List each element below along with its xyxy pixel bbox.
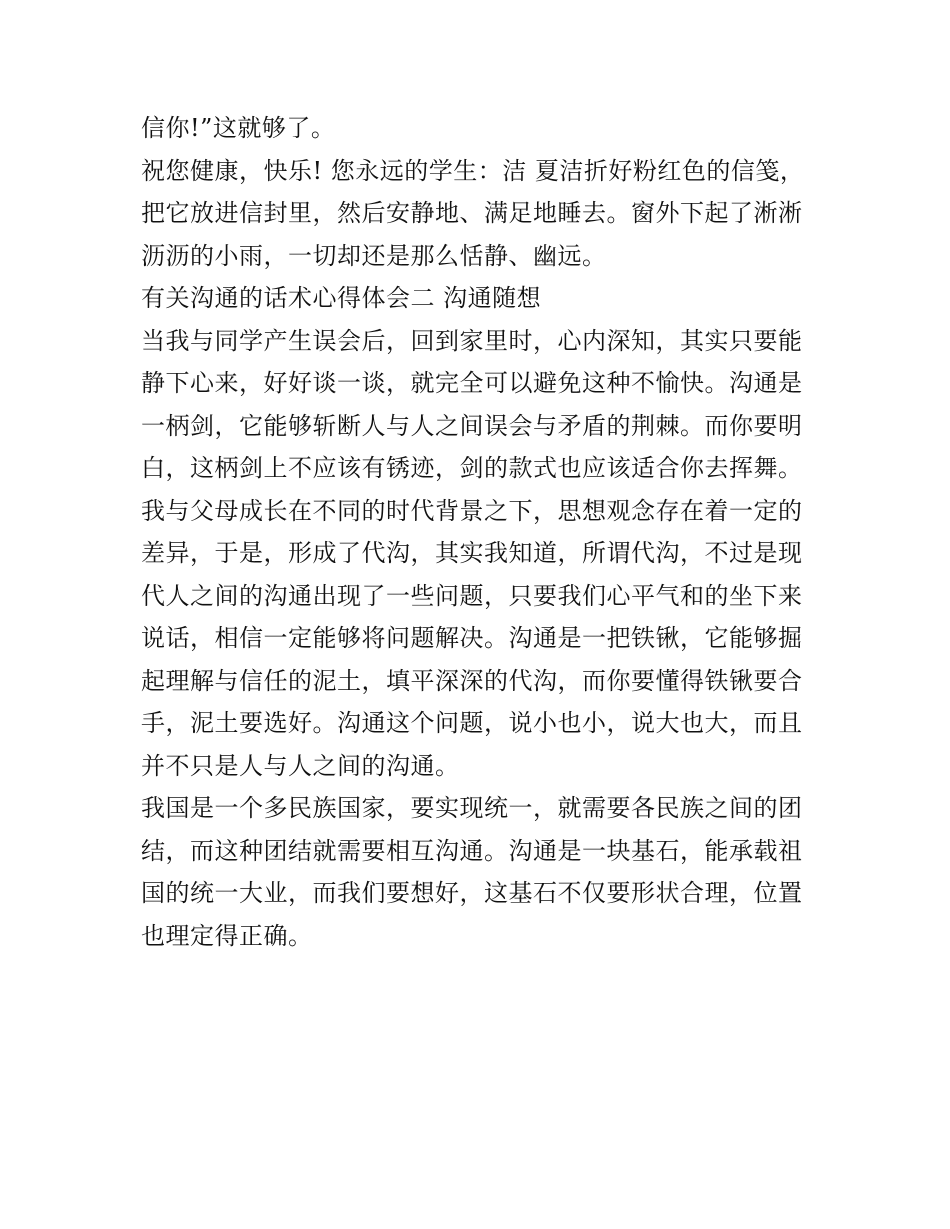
document-body	[141, 107, 813, 957]
text-line: 手，泥土要选好。沟通这个问题，说小也小，说大也大，而且	[141, 709, 803, 737]
text-line: 当我与同学产生误会后，回到家里时，心内深知，其实只要能	[141, 326, 803, 355]
text-line: 沥沥的小雨，一切却还是那么恬静、幽远。	[141, 241, 607, 270]
text-line: 起理解与信任的泥土，填平深深的代沟，而你要懂得铁锹要合	[141, 666, 803, 695]
text-line: 把它放进信封里，然后安静地、满足地睡去。窗外下起了淅淅	[141, 199, 803, 227]
text-line: 静下心来，好好谈一谈，就完全可以避免这种不愉快。沟通是	[141, 369, 803, 397]
text-line: 我国是一个多民族国家，要实现统一，就需要各民族之间的团	[141, 794, 803, 822]
text-line: 并不只是人与人之间的沟通。	[141, 751, 460, 780]
text-line: 代人之间的沟通出现了一些问题，只要我们心平气和的坐下来	[141, 581, 803, 610]
text-line: 信你!”这就够了。	[141, 114, 336, 142]
text-line: 结，而这种团结就需要相互沟通。沟通是一块基石，能承载祖	[141, 836, 803, 865]
text-line: 国的统一大业，而我们要想好，这基石不仅要形状合理，位置	[141, 879, 803, 907]
text-line: 差异，于是，形成了代沟，其实我知道，所谓代沟，不过是现	[141, 539, 803, 567]
text-line: 我与父母成长在不同的时代背景之下，思想观念存在着一定的	[141, 496, 803, 525]
text-line: 说话，相信一定能够将问题解决。沟通是一把铁锹，它能够掘	[141, 624, 803, 652]
text-line: 也理定得正确。	[141, 921, 313, 950]
text-line: 祝您健康，快乐! 您永远的学生：洁 夏洁折好粉红色的信笺，	[141, 156, 805, 185]
section-heading: 有关沟通的话术心得体会二 沟通随想	[141, 284, 542, 312]
text-line: 一柄剑，它能够斩断人与人之间误会与矛盾的荆棘。而你要明	[141, 411, 803, 440]
text-line: 白，这柄剑上不应该有锈迹，剑的款式也应该适合你去挥舞。	[141, 454, 803, 482]
